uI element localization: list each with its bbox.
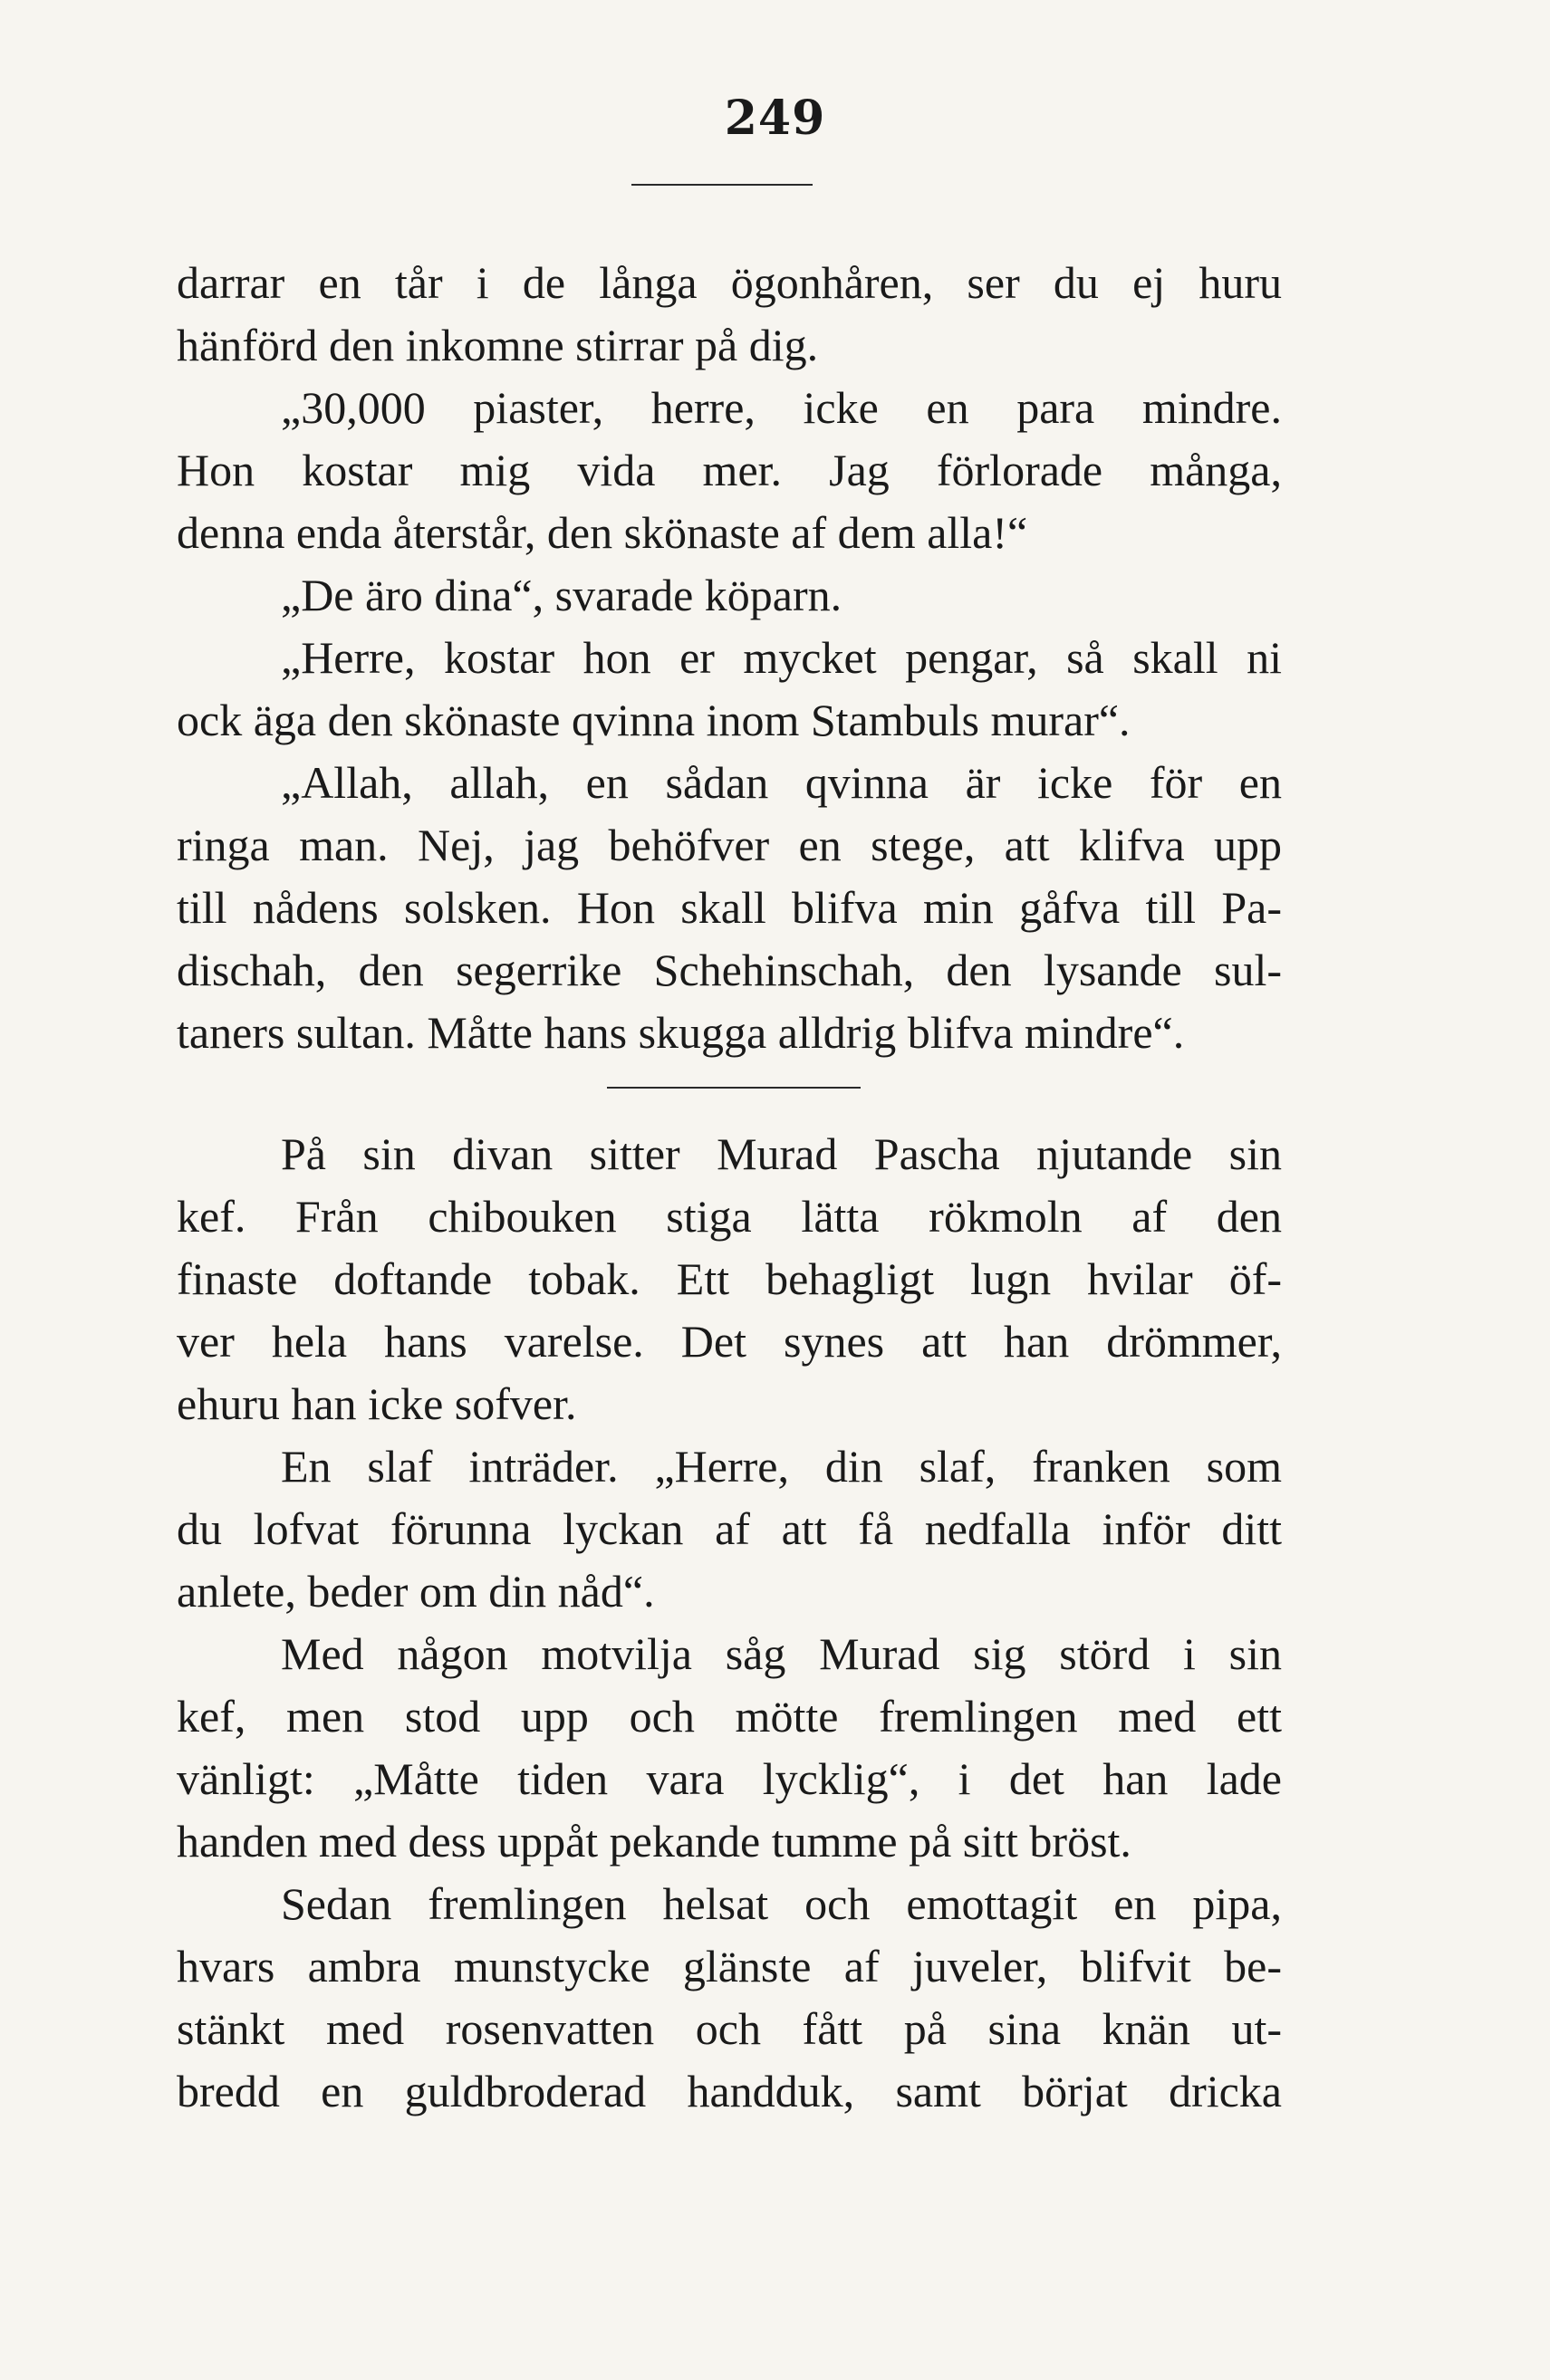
text-line: du lofvat förunna lyckan af att få nedfalla inför ditt <box>177 1503 1282 1554</box>
text-line: „Allah, allah, en sådan qvinna är icke för en <box>281 757 1282 808</box>
text-line: dischah, den segerrike Schehinschah, den lysande sul- <box>177 945 1282 995</box>
text-line: „Herre, kostar hon er mycket pengar, så skall ni <box>281 632 1282 683</box>
text-line: denna enda återstår, den skönaste af dem alla!“ <box>177 507 1028 558</box>
text-section-2 <box>177 1123 1282 2123</box>
text-line: stänkt med rosenvatten och fått på sina knän ut- <box>177 2003 1282 2054</box>
text-line: hvars ambra munstycke glänste af juveler, blifvit be- <box>177 1941 1282 1991</box>
text-line: Hon kostar mig vida mer. Jag förlorade många, <box>177 445 1282 495</box>
text-line: „30,000 piaster, herre, icke en para mindre. <box>281 382 1282 433</box>
text-line: till nådens solsken. Hon skall blifva min gåfva till Pa- <box>177 882 1282 933</box>
text-line: ringa man. Nej, jag behöfver en stege, att klifva upp <box>177 820 1282 870</box>
header-rule <box>631 184 813 186</box>
text-line: handen med dess uppåt pekande tumme på sitt bröst. <box>177 1816 1131 1867</box>
text-line: På sin divan sitter Murad Pascha njutande sin <box>281 1128 1282 1179</box>
text-line: Med någon motvilja såg Murad sig störd i sin <box>281 1628 1282 1679</box>
text-line: ver hela hans varelse. Det synes att han drömmer, <box>177 1316 1282 1367</box>
page-number: 249 <box>724 91 826 146</box>
text-line: finaste doftande tobak. Ett behagligt lugn hvilar öf- <box>177 1253 1282 1304</box>
text-line: Sedan fremlingen helsat och emottagit en pipa, <box>281 1878 1282 1929</box>
text-line: ehuru han icke sofver. <box>177 1378 577 1429</box>
text-line: anlete, beder om din nåd“. <box>177 1566 655 1617</box>
text-line: kef, men stod upp och mötte fremlingen med ett <box>177 1691 1282 1742</box>
text-line: ock äga den skönaste qvinna inom Stambuls murar“. <box>177 695 1131 745</box>
text-line: bredd en guldbroderad handduk, samt börjat dricka <box>177 2066 1282 2116</box>
text-line: hänförd den inkomne stirrar på dig. <box>177 320 819 370</box>
text-line: „De äro dina“, svarade köparn. <box>281 570 842 620</box>
text-line: darrar en tår i de långa ögonhåren, ser du ej huru <box>177 257 1282 308</box>
text-line: taners sultan. Måtte hans skugga alldrig blifva mindre“. <box>177 1007 1185 1058</box>
text-section-1 <box>177 252 1282 1064</box>
text-line: kef. Från chibouken stiga lätta rökmoln af den <box>177 1191 1282 1242</box>
section-divider <box>607 1087 861 1089</box>
text-line: vänligt: „Måtte tiden vara lycklig“, i det han lade <box>177 1753 1282 1804</box>
text-line: En slaf inträder. „Herre, din slaf, franken som <box>281 1441 1282 1492</box>
